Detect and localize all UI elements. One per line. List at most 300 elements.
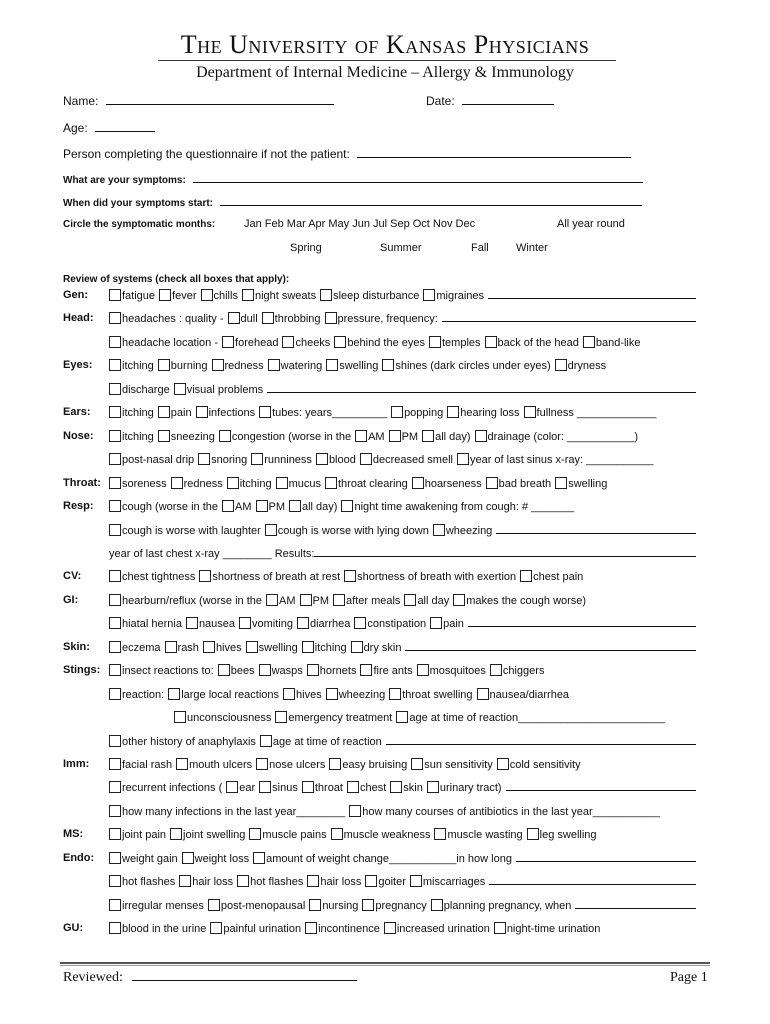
checkbox[interactable] [410,875,422,887]
checkbox-option[interactable] [417,665,486,677]
checkbox-option[interactable] [412,478,482,490]
checkbox[interactable] [260,735,272,747]
season-spring[interactable]: Spring [290,242,322,254]
checkbox-option[interactable] [158,360,208,372]
checkbox[interactable] [362,899,374,911]
checkbox[interactable] [228,312,240,324]
checkbox[interactable] [109,312,121,324]
checkbox[interactable] [109,500,121,512]
start-line[interactable] [220,195,642,206]
checkbox-option[interactable] [334,337,425,349]
checkbox-option[interactable] [266,595,296,607]
checkbox-option[interactable] [434,829,522,841]
checkbox[interactable] [494,922,506,934]
checkbox-option[interactable] [497,759,581,771]
checkbox-option[interactable] [475,431,638,443]
checkbox-option[interactable] [351,642,402,654]
checkbox[interactable] [109,899,121,911]
checkbox-option[interactable] [242,290,316,302]
checkbox-option[interactable] [109,689,164,701]
checkbox-option[interactable] [486,478,552,490]
checkbox-option[interactable] [289,501,337,513]
checkbox[interactable] [268,359,280,371]
checkbox-option[interactable] [305,923,380,935]
checkbox[interactable] [433,524,445,536]
checkbox-option[interactable] [320,290,419,302]
fill-in-line[interactable] [442,312,696,322]
checkbox[interactable] [109,430,121,442]
checkbox[interactable] [347,781,359,793]
checkbox-option[interactable] [349,806,660,818]
checkbox[interactable] [109,641,121,653]
checkbox-option[interactable] [354,618,426,630]
checkbox[interactable] [431,899,443,911]
checkbox-option[interactable] [174,712,271,724]
checkbox[interactable] [218,664,230,676]
checkbox-option[interactable] [429,337,481,349]
checkbox-option[interactable] [109,806,345,818]
checkbox-option[interactable] [282,337,330,349]
checkbox-option[interactable] [302,642,347,654]
checkbox[interactable] [171,477,183,489]
checkbox[interactable] [333,594,345,606]
season-winter[interactable]: Winter [516,242,548,254]
checkbox[interactable] [222,500,234,512]
checkbox[interactable] [259,781,271,793]
checkbox-option[interactable] [302,782,343,794]
checkbox-option[interactable] [246,642,298,654]
checkbox[interactable] [307,875,319,887]
checkbox[interactable] [210,922,222,934]
checkbox-option[interactable] [344,571,516,583]
checkbox[interactable] [307,664,319,676]
checkbox-option[interactable] [251,454,312,466]
checkbox-option[interactable] [447,407,519,419]
checkbox[interactable] [326,359,338,371]
checkbox-option[interactable] [109,665,214,677]
checkbox[interactable] [302,781,314,793]
checkbox[interactable] [326,688,338,700]
checkbox-option[interactable] [360,665,412,677]
checkbox[interactable] [389,430,401,442]
season-summer[interactable]: Summer [380,242,422,254]
checkbox-option[interactable] [494,923,601,935]
checkbox[interactable] [331,828,343,840]
checkbox-option[interactable] [422,431,470,443]
checkbox-option[interactable] [170,829,245,841]
checkbox[interactable] [251,453,263,465]
checkbox-option[interactable] [109,454,194,466]
checkbox[interactable] [289,500,301,512]
checkbox[interactable] [365,875,377,887]
checkbox[interactable] [453,594,465,606]
checkbox-option[interactable] [259,782,298,794]
season-fall[interactable]: Fall [471,242,489,254]
person-line[interactable] [357,147,631,158]
checkbox[interactable] [208,899,220,911]
checkbox-option[interactable] [404,595,449,607]
checkbox-option[interactable] [260,736,382,748]
checkbox[interactable] [423,289,435,301]
checkbox[interactable] [384,922,396,934]
checkbox-option[interactable] [490,665,545,677]
checkbox[interactable] [259,664,271,676]
checkbox[interactable] [219,430,231,442]
checkbox[interactable] [360,453,372,465]
checkbox[interactable] [226,781,238,793]
checkbox[interactable] [583,336,595,348]
checkbox-option[interactable] [228,313,258,325]
checkbox[interactable] [360,664,372,676]
checkbox-option[interactable] [109,595,262,607]
checkbox-option[interactable] [109,478,167,490]
checkbox-option[interactable] [365,876,406,888]
fill-in-line[interactable] [386,735,696,745]
checkbox[interactable] [158,406,170,418]
checkbox-option[interactable] [431,900,572,912]
checkbox-option[interactable] [109,642,161,654]
checkbox[interactable] [174,711,186,723]
checkbox[interactable] [109,383,121,395]
checkbox-option[interactable] [227,478,272,490]
checkbox[interactable] [239,617,251,629]
checkbox-option[interactable] [520,571,583,583]
checkbox-option[interactable] [256,759,325,771]
checkbox[interactable] [417,664,429,676]
checkbox[interactable] [555,359,567,371]
checkbox-option[interactable] [109,525,261,537]
months-list[interactable]: Jan Feb Mar Apr May Jun Jul Sep Oct Nov Dec [244,218,476,230]
fill-in-line[interactable] [267,383,696,393]
checkbox[interactable] [109,781,121,793]
checkbox[interactable] [497,758,509,770]
checkbox-option[interactable] [203,642,242,654]
checkbox[interactable] [305,922,317,934]
checkbox-option[interactable] [226,782,255,794]
checkbox-option[interactable] [423,290,484,302]
checkbox[interactable] [354,617,366,629]
checkbox[interactable] [411,758,423,770]
checkbox[interactable] [266,594,278,606]
checkbox[interactable] [282,336,294,348]
fill-in-line[interactable] [516,852,696,862]
name-line[interactable] [106,94,334,105]
checkbox-option[interactable] [109,360,154,372]
checkbox[interactable] [201,289,213,301]
checkbox-option[interactable] [307,876,361,888]
checkbox-option[interactable] [341,501,574,513]
age-field[interactable] [63,121,155,135]
checkbox-option[interactable] [109,407,154,419]
checkbox-option[interactable] [555,478,607,490]
checkbox-option[interactable] [186,618,235,630]
checkbox-option[interactable] [109,290,155,302]
checkbox[interactable] [389,688,401,700]
checkbox[interactable] [176,758,188,770]
checkbox-option[interactable] [201,290,238,302]
checkbox-option[interactable] [325,478,408,490]
checkbox[interactable] [196,406,208,418]
checkbox[interactable] [109,359,121,371]
checkbox-option[interactable] [485,337,579,349]
fill-in-line[interactable] [405,641,696,651]
checkbox-option[interactable] [239,618,293,630]
checkbox-option[interactable] [268,360,323,372]
checkbox[interactable] [486,477,498,489]
checkbox-option[interactable] [109,431,154,443]
symptoms-line[interactable] [193,172,643,183]
checkbox[interactable] [325,312,337,324]
checkbox-option[interactable] [158,407,192,419]
reviewed-line[interactable] [132,970,357,981]
checkbox[interactable] [109,805,121,817]
checkbox-option[interactable] [182,853,249,865]
checkbox[interactable] [434,828,446,840]
checkbox-option[interactable] [171,478,223,490]
checkbox-option[interactable] [524,407,657,419]
name-field[interactable] [63,94,334,108]
checkbox-option[interactable] [300,595,330,607]
checkbox-option[interactable] [165,642,199,654]
checkbox[interactable] [404,594,416,606]
checkbox[interactable] [275,711,287,723]
checkbox[interactable] [246,641,258,653]
checkbox[interactable] [227,477,239,489]
checkbox[interactable] [457,453,469,465]
checkbox[interactable] [222,336,234,348]
checkbox-option[interactable] [411,759,492,771]
checkbox[interactable] [429,336,441,348]
checkbox-option[interactable] [256,501,286,513]
checkbox[interactable] [182,852,194,864]
checkbox-option[interactable] [212,360,264,372]
checkbox[interactable] [351,641,363,653]
checkbox[interactable] [256,758,268,770]
checkbox[interactable] [316,453,328,465]
checkbox[interactable] [283,688,295,700]
all-year-option[interactable]: All year round [557,218,625,230]
checkbox-option[interactable] [109,736,256,748]
checkbox-option[interactable] [168,689,279,701]
checkbox[interactable] [341,500,353,512]
checkbox[interactable] [109,735,121,747]
checkbox[interactable] [253,852,265,864]
checkbox[interactable] [265,524,277,536]
checkbox[interactable] [198,453,210,465]
checkbox-option[interactable] [109,501,218,513]
checkbox-option[interactable] [109,876,175,888]
checkbox-option[interactable] [477,689,570,701]
checkbox[interactable] [396,711,408,723]
checkbox-option[interactable] [333,595,400,607]
checkbox[interactable] [302,641,314,653]
checkbox[interactable] [109,922,121,934]
checkbox[interactable] [109,828,121,840]
checkbox-option[interactable] [555,360,607,372]
checkbox[interactable] [555,477,567,489]
checkbox[interactable] [320,289,332,301]
reviewed-field[interactable] [63,970,357,986]
checkbox-option[interactable] [176,759,252,771]
checkbox-option[interactable] [222,501,252,513]
checkbox-option[interactable] [297,618,350,630]
checkbox[interactable] [165,641,177,653]
checkbox-option[interactable] [396,712,665,724]
checkbox-option[interactable] [109,829,166,841]
checkbox[interactable] [109,570,121,582]
checkbox-option[interactable] [329,759,407,771]
checkbox-option[interactable] [362,900,426,912]
checkbox-option[interactable] [307,665,357,677]
checkbox[interactable] [412,477,424,489]
fill-in-line[interactable] [314,547,696,557]
checkbox-option[interactable] [109,337,218,349]
checkbox-option[interactable] [527,829,597,841]
checkbox-option[interactable] [325,313,438,325]
checkbox-option[interactable] [262,313,321,325]
checkbox-option[interactable] [265,525,429,537]
checkbox-option[interactable] [360,454,453,466]
checkbox[interactable] [109,852,121,864]
checkbox-option[interactable] [109,923,206,935]
checkbox[interactable] [186,617,198,629]
checkbox[interactable] [174,383,186,395]
fill-in-line[interactable] [496,524,696,534]
checkbox-option[interactable] [199,571,340,583]
checkbox[interactable] [390,781,402,793]
age-line[interactable] [95,121,155,132]
checkbox-option[interactable] [457,454,653,466]
checkbox[interactable] [249,828,261,840]
checkbox-option[interactable] [109,900,204,912]
checkbox-option[interactable] [430,618,464,630]
checkbox[interactable] [490,664,502,676]
checkbox-option[interactable] [109,313,224,325]
checkbox[interactable] [325,477,337,489]
checkbox-option[interactable] [390,782,423,794]
checkbox[interactable] [237,875,249,887]
checkbox[interactable] [430,617,442,629]
checkbox-option[interactable] [253,853,512,865]
checkbox-option[interactable] [174,384,263,396]
fill-in-line[interactable] [468,617,696,627]
checkbox-option[interactable] [198,454,247,466]
checkbox-option[interactable] [433,525,492,537]
checkbox-option[interactable] [275,712,392,724]
checkbox[interactable] [391,406,403,418]
checkbox[interactable] [355,430,367,442]
checkbox-option[interactable] [355,431,385,443]
checkbox[interactable] [170,828,182,840]
checkbox[interactable] [109,594,121,606]
checkbox[interactable] [159,289,171,301]
checkbox-option[interactable] [326,689,385,701]
checkbox-option[interactable] [276,478,321,490]
checkbox[interactable] [212,359,224,371]
checkbox-option[interactable] [259,407,387,419]
checkbox-option[interactable] [158,431,215,443]
checkbox-option[interactable] [326,360,378,372]
checkbox-option[interactable] [159,290,196,302]
date-line[interactable] [462,94,554,105]
checkbox[interactable] [422,430,434,442]
checkbox-option[interactable] [259,665,303,677]
checkbox-option[interactable] [453,595,586,607]
checkbox-option[interactable] [179,876,233,888]
checkbox[interactable] [256,500,268,512]
symptoms-field[interactable] [63,172,643,186]
checkbox[interactable] [109,406,121,418]
checkbox[interactable] [158,430,170,442]
checkbox[interactable] [485,336,497,348]
checkbox-option[interactable] [427,782,502,794]
checkbox[interactable] [259,406,271,418]
checkbox[interactable] [179,875,191,887]
fill-in-line[interactable] [488,289,696,299]
checkbox[interactable] [242,289,254,301]
checkbox[interactable] [477,688,489,700]
checkbox[interactable] [276,477,288,489]
checkbox-option[interactable] [196,407,255,419]
checkbox[interactable] [109,875,121,887]
checkbox[interactable] [344,570,356,582]
checkbox[interactable] [109,524,121,536]
checkbox-option[interactable] [109,782,222,794]
checkbox-option[interactable] [237,876,303,888]
checkbox-option[interactable] [218,665,255,677]
checkbox-option[interactable] [208,900,305,912]
checkbox-option[interactable] [389,689,472,701]
checkbox[interactable] [168,688,180,700]
checkbox[interactable] [109,289,121,301]
fill-in-line[interactable] [575,899,696,909]
checkbox-option[interactable] [222,337,278,349]
start-field[interactable] [63,195,642,209]
checkbox[interactable] [109,617,121,629]
checkbox-option[interactable] [583,337,641,349]
checkbox[interactable] [262,312,274,324]
checkbox-option[interactable] [384,923,490,935]
checkbox-option[interactable] [331,829,431,841]
checkbox[interactable] [524,406,536,418]
checkbox[interactable] [309,899,321,911]
checkbox-option[interactable] [382,360,550,372]
fill-in-line[interactable] [489,875,696,885]
checkbox-option[interactable] [109,853,178,865]
checkbox[interactable] [109,758,121,770]
checkbox-option[interactable] [283,689,322,701]
checkbox[interactable] [447,406,459,418]
checkbox[interactable] [158,359,170,371]
checkbox-option[interactable] [249,829,326,841]
checkbox[interactable] [527,828,539,840]
checkbox[interactable] [334,336,346,348]
checkbox[interactable] [520,570,532,582]
checkbox-option[interactable] [109,759,172,771]
checkbox-option[interactable] [316,454,356,466]
checkbox[interactable] [109,336,121,348]
checkbox-option[interactable] [347,782,386,794]
checkbox[interactable] [297,617,309,629]
checkbox[interactable] [203,641,215,653]
checkbox-option[interactable] [210,923,301,935]
checkbox[interactable] [329,758,341,770]
checkbox[interactable] [109,688,121,700]
checkbox-option[interactable] [309,900,358,912]
checkbox-option[interactable] [109,618,182,630]
checkbox[interactable] [427,781,439,793]
checkbox[interactable] [109,453,121,465]
